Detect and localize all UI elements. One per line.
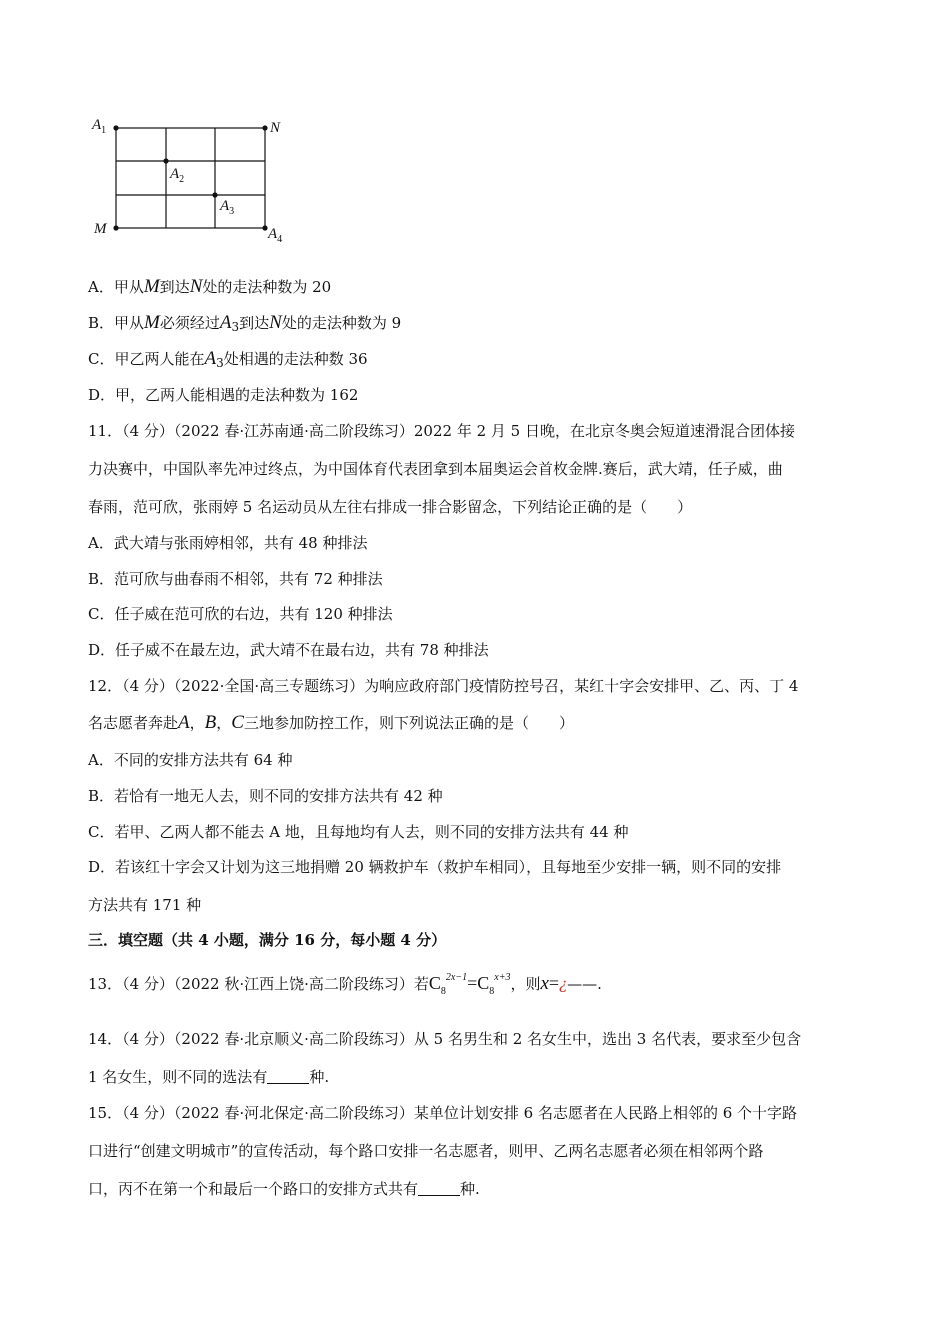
q12-stem-line1: 12．（4 分）（2022·全国·高三专题练习）为响应政府部门疫情防控号召，某红十字会安排甲、乙、丙、丁 4 bbox=[88, 677, 799, 695]
grid-lines bbox=[116, 128, 265, 228]
grid-figure bbox=[88, 112, 298, 246]
q12-option-c: C．若甲、乙两人都不能去 A 地，且每地均有人去，则不同的安排方法共有 44 种 bbox=[88, 823, 629, 841]
q13-stem: 13．（4 分）（2022 秋·江西上饶·高二阶段练习）若$C_8^{2x-1}=C_8^{x+3}$，则x=¿——. bbox=[88, 972, 602, 997]
q15-stem-line3: 口，丙不在第一个和最后一个路口的安排方式共有 种. bbox=[88, 1180, 480, 1198]
q12-option-b: B．若恰有一地无人去，则不同的安排方法共有 42 种 bbox=[88, 787, 443, 805]
answer-blank[interactable] bbox=[267, 1067, 309, 1084]
q11-option-c: C．任子威在范可欣的右边，共有 120 种排法 bbox=[88, 605, 393, 623]
q15-stem-line2: 口进行“创建文明城市”的宣传活动，每个路口安排一名志愿者，则甲、乙两名志愿者必须在相邻两个路 bbox=[88, 1142, 764, 1160]
q12-option-a: A．不同的安排方法共有 64 种 bbox=[88, 751, 293, 769]
q10-option-d: D．甲，乙两人能相遇的走法种数为 162 bbox=[88, 386, 359, 404]
point-a3 bbox=[212, 192, 217, 197]
q10-option-c: C．甲乙两人能在$A_3$处相遇的走法种数 36 bbox=[88, 348, 368, 370]
q11-option-a: A．武大靖与张雨婷相邻，共有 48 种排法 bbox=[88, 534, 368, 552]
label-a2: $A_2$ bbox=[170, 166, 185, 185]
q11-stem-line2: 力决赛中，中国队率先冲过终点，为中国体育代表团拿到本届奥运会首枚金牌.赛后，武大靖，任子威，曲 bbox=[88, 460, 783, 478]
q10-option-b: B．甲从M必须经过$A_3$到达N处的走法种数为 9 bbox=[88, 312, 402, 334]
label-a3: $A_3$ bbox=[220, 198, 235, 217]
q12-option-d-line2: 方法共有 171 种 bbox=[88, 896, 202, 914]
section-title: 三．填空题（共 4 小题，满分 16 分，每小题 4 分） bbox=[88, 931, 447, 949]
q11-option-b: B．范可欣与曲春雨不相邻，共有 72 种排法 bbox=[88, 570, 383, 588]
combination-right: $C_8^{x+3}$ bbox=[477, 972, 511, 997]
q10-option-a: A．甲从M到达N处的走法种数为 20 bbox=[88, 276, 332, 297]
q12-option-d-line1: D．若该红十字会又计划为这三地捐赠 20 辆救护车（救护车相同），且每地至少安排一辆，则不同的安排 bbox=[88, 858, 782, 876]
grid-points bbox=[113, 125, 267, 230]
point-a1 bbox=[113, 125, 118, 130]
point-n bbox=[262, 125, 267, 130]
label-a1: $A_1$ bbox=[92, 117, 107, 136]
combination-left: $C_8^{2x-1}$ bbox=[428, 972, 468, 997]
q14-stem-line2: 1 名女生，则不同的选法有 种. bbox=[88, 1068, 330, 1086]
q15-stem-line1: 15．（4 分）（2022 春·河北保定·高二阶段练习）某单位计划安排 6 名志愿者在人民路上相邻的 6 个十字路 bbox=[88, 1104, 798, 1122]
answer-blank[interactable] bbox=[418, 1179, 460, 1196]
grid-diagram bbox=[88, 112, 298, 246]
q14-stem-line1: 14．（4 分）（2022 春·北京顺义·高二阶段练习）从 5 名男生和 2 名女生中，选出 3 名代表，要求至少包含 bbox=[88, 1030, 802, 1048]
label-a4: $A_4$ bbox=[268, 226, 283, 245]
point-a2 bbox=[163, 158, 168, 163]
label-n: N bbox=[270, 120, 281, 136]
point-m bbox=[113, 225, 118, 230]
q12-stem-line2: 名志愿者奔赴A，B，C三地参加防控工作，则下列说法正确的是（ ） bbox=[88, 712, 574, 733]
point-a4 bbox=[262, 225, 267, 230]
q11-stem-line1: 11．（4 分）（2022 春·江苏南通·高二阶段练习）2022 年 2 月 5 日晚，在北京冬奥会短道速滑混合团体接 bbox=[88, 422, 795, 440]
label-m: M bbox=[94, 221, 107, 237]
q11-stem-line3: 春雨，范可欣，张雨婷 5 名运动员从左往右排成一排合影留念，下列结论正确的是（ ） bbox=[88, 498, 693, 516]
q11-option-d: D．任子威不在最左边，武大靖不在最右边，共有 78 种排法 bbox=[88, 641, 489, 659]
